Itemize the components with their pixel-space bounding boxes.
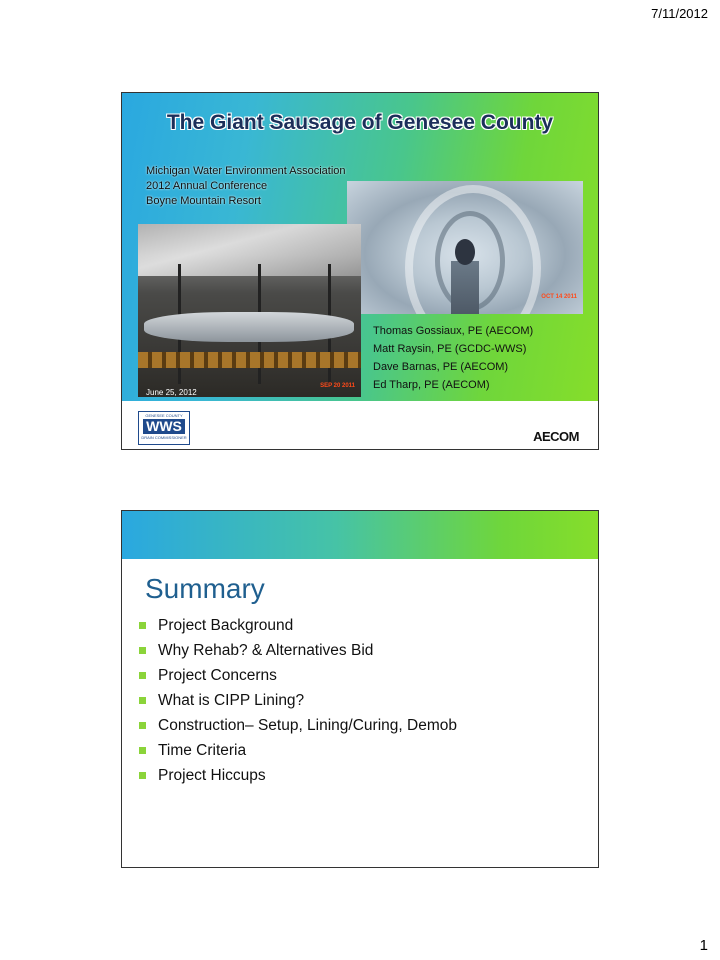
author-3: Dave Barnas, PE (AECOM) [373, 361, 509, 373]
conference-org: Michigan Water Environment Association [146, 165, 346, 177]
slide-2-title: Summary [145, 573, 265, 604]
pipe-interior-photo [347, 181, 583, 314]
list-item: Time Criteria [138, 738, 457, 763]
presentation-date: June 25, 2012 [146, 388, 197, 397]
list-item: Project Hiccups [138, 763, 457, 788]
liner-tent-photo [138, 224, 361, 397]
wws-logo-mark: WWS [143, 419, 185, 434]
list-item: Why Rehab? & Alternatives Bid [138, 638, 457, 663]
slide-1 [121, 92, 599, 450]
conference-info [146, 164, 346, 209]
liner-sausage [144, 312, 354, 342]
conference-venue: Boyne Mountain Resort [146, 195, 261, 207]
author-1: Thomas Gossiaux, PE (AECOM) [373, 325, 534, 337]
author-4: Ed Tharp, PE (AECOM) [373, 379, 490, 391]
page-number: 1 [699, 937, 708, 954]
author-list [373, 322, 533, 394]
list-item: Project Concerns [138, 663, 457, 688]
page-date: 7/11/2012 [651, 6, 708, 21]
conference-name: 2012 Annual Conference [146, 180, 268, 192]
author-2: Matt Raysin, PE (GCDC-WWS) [373, 343, 527, 355]
slide-1-footer [122, 401, 598, 450]
list-item: What is CIPP Lining? [138, 688, 457, 713]
list-item: Project Background [138, 613, 457, 638]
wws-logo-sub: DRAIN COMMISSIONER [141, 435, 187, 440]
slide-2-header-band [122, 511, 598, 559]
slide-2 [121, 510, 599, 868]
slide-1-title: The Giant Sausage of Genesee County [166, 111, 554, 134]
wws-logo-county: GENESEE COUNTY [145, 413, 183, 418]
pipe-photo-date-stamp: OCT 14 2011 [541, 294, 577, 300]
aecom-logo: AECOM [533, 429, 579, 444]
tent-photo-date-stamp: SEP 20 2011 [320, 383, 355, 389]
list-item: Construction– Setup, Lining/Curing, Demob [138, 713, 457, 738]
summary-list [138, 613, 457, 788]
wws-logo [138, 411, 190, 445]
